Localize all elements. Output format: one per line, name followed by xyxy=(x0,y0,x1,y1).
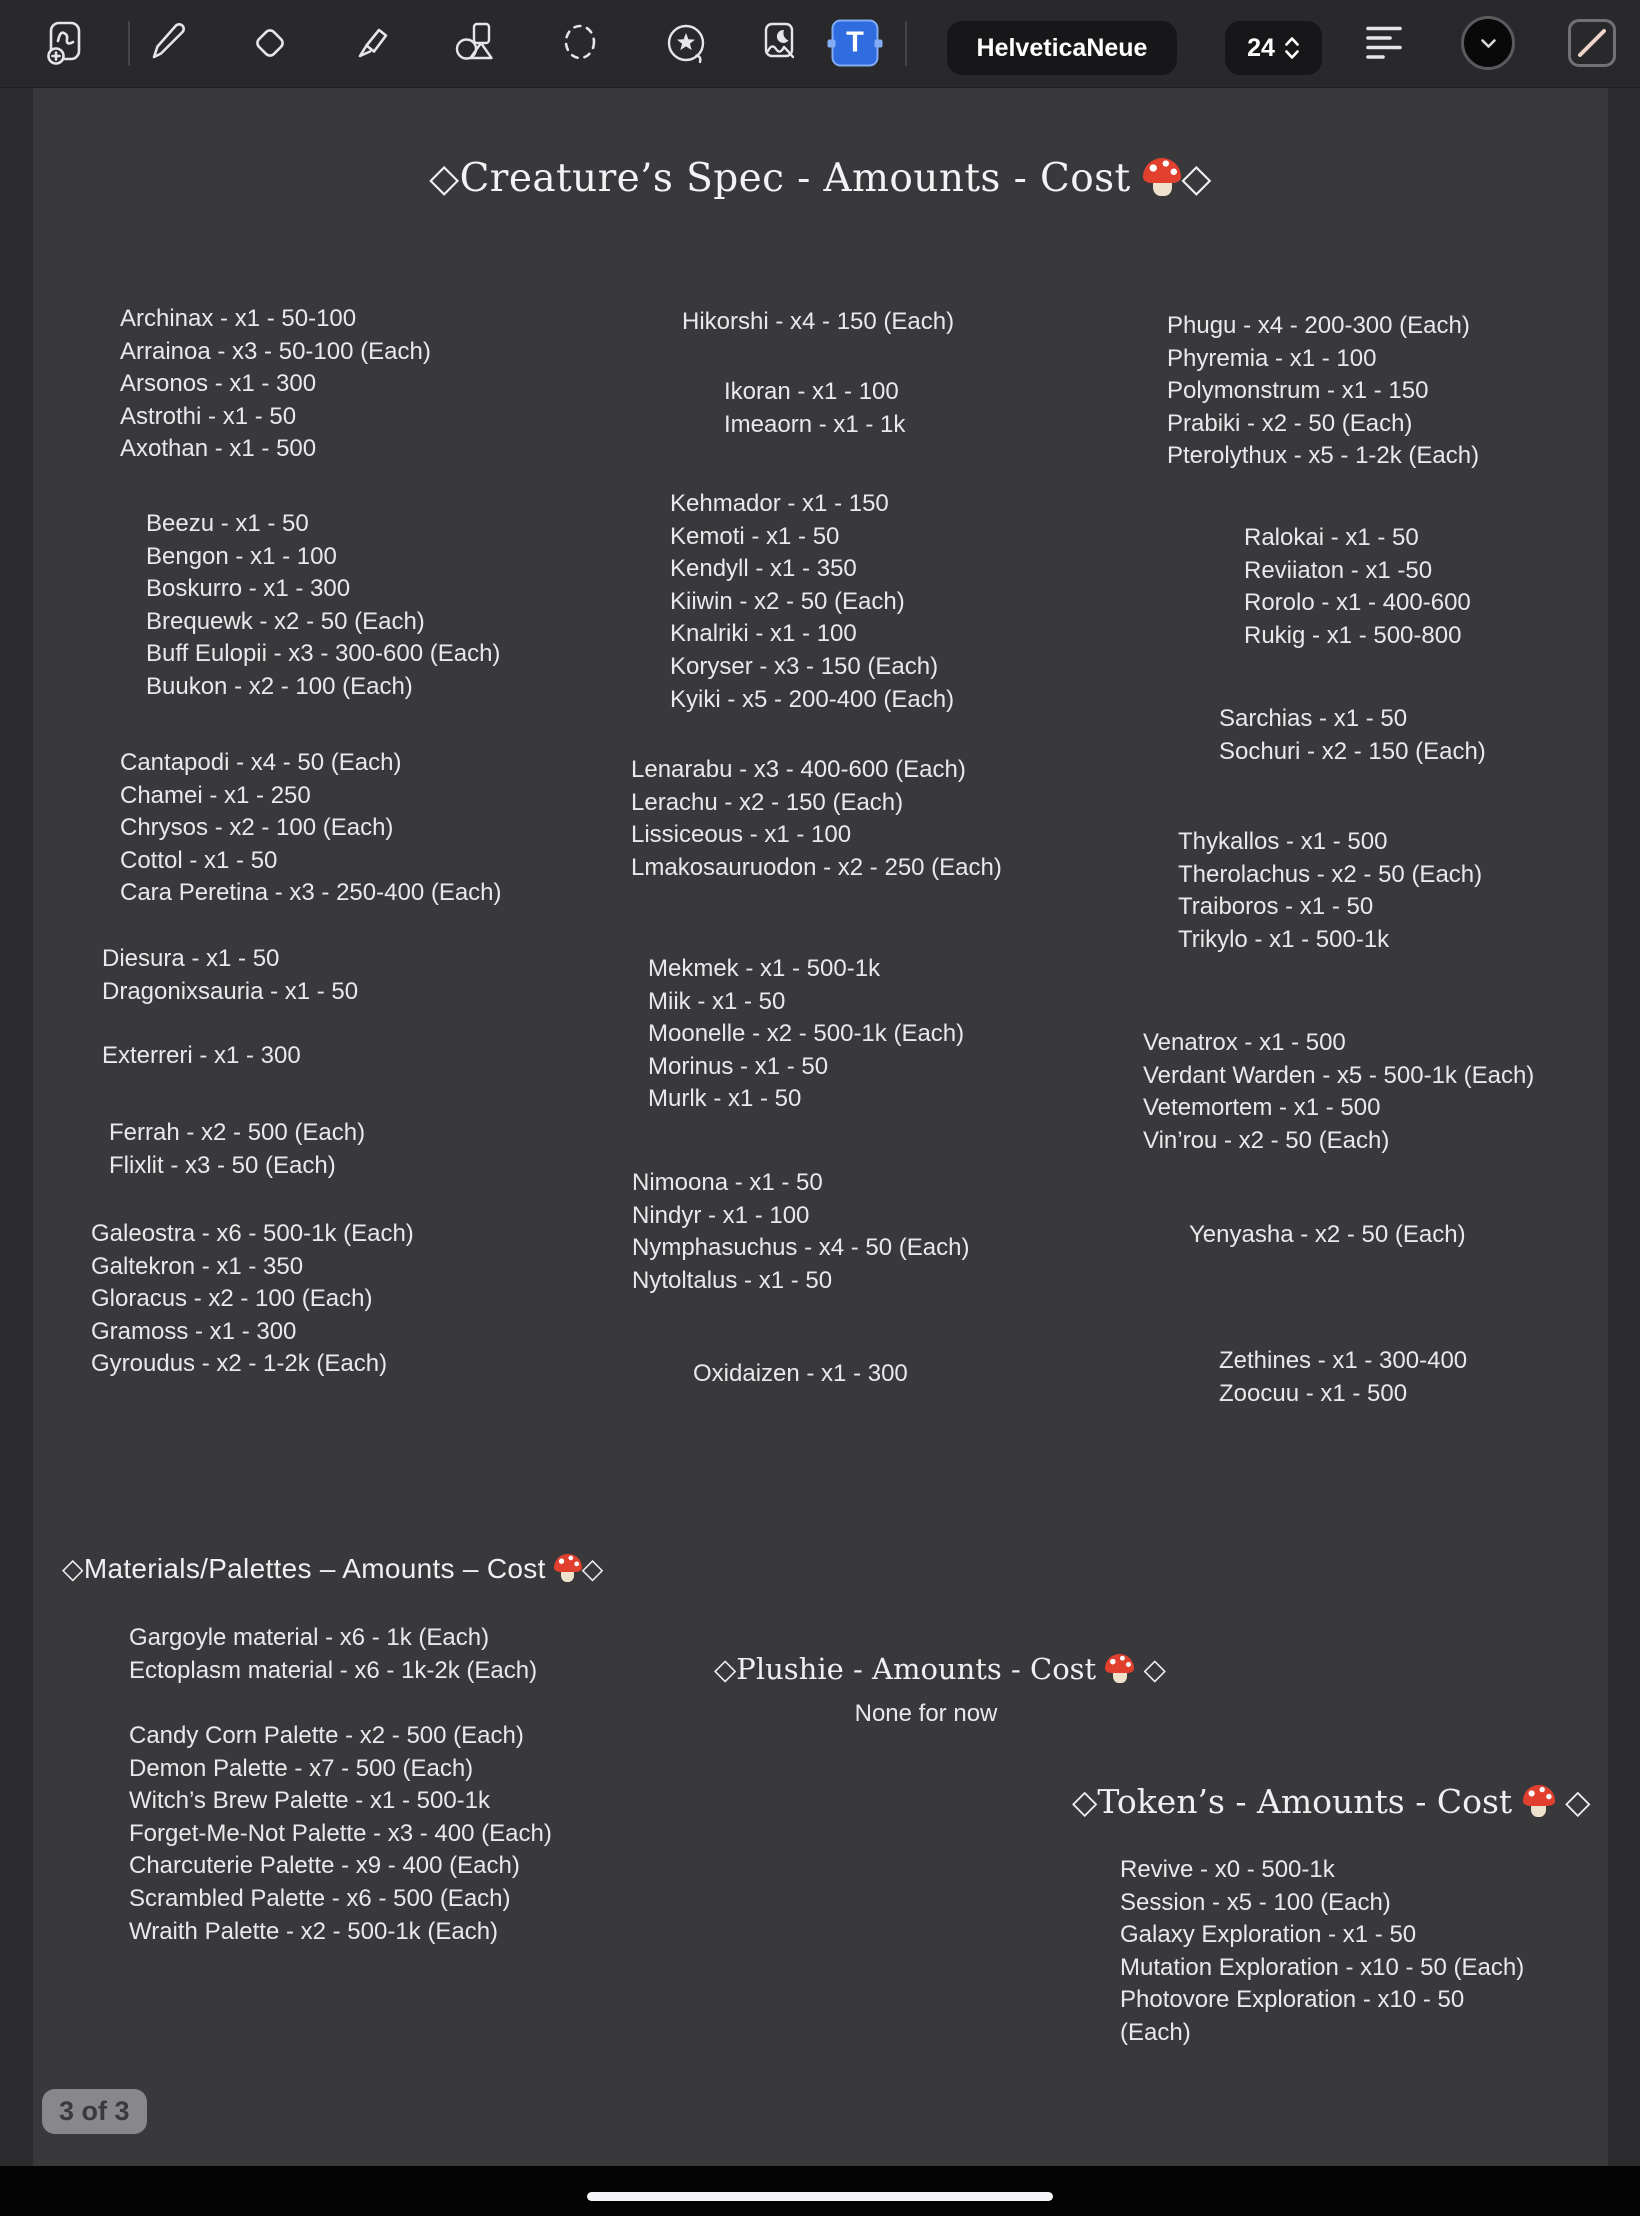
creature-group-s[interactable] xyxy=(1219,703,1486,768)
image-icon[interactable] xyxy=(752,14,810,72)
text-line: Gramoss - x1 - 300 xyxy=(91,1317,297,1345)
text-line: Vetemortem - x1 - 500 xyxy=(1143,1094,1381,1122)
text-line: Miik - x1 - 50 xyxy=(648,987,786,1015)
text-line: Kyiki - x5 - 200-400 (Each) xyxy=(670,685,955,713)
plushie-title[interactable] xyxy=(714,1652,1166,1686)
text-line: Lissiceous - x1 - 100 xyxy=(631,821,852,849)
text-line: Galaxy Exploration - x1 - 50 xyxy=(1120,1921,1417,1949)
text-line: Phyremia - x1 - 100 xyxy=(1167,344,1377,372)
mushroom-emoji xyxy=(1523,1785,1555,1817)
text-line: Revive - x0 - 500-1k xyxy=(1120,1856,1335,1883)
text-line: Murlk - x1 - 50 xyxy=(648,1085,802,1113)
text-line: Kehmador - x1 - 150 xyxy=(670,490,889,517)
sticker-star-icon[interactable] xyxy=(657,14,715,72)
text-line: Koryser - x3 - 150 (Each) xyxy=(670,652,939,680)
text-line: Galtekron - x1 - 350 xyxy=(91,1252,304,1280)
text-line: Arsonos - x1 - 300 xyxy=(120,370,317,398)
page-title[interactable] xyxy=(33,156,1608,201)
plushie-title-suffix: ◇ xyxy=(1134,1652,1166,1686)
tokens-group[interactable] xyxy=(1120,1854,1524,2050)
text-line: Charcuterie Palette - x9 - 400 (Each) xyxy=(129,1852,520,1880)
text-line: Venatrox - x1 - 500 xyxy=(1143,1029,1346,1056)
text-line: Trikylo - x1 - 500-1k xyxy=(1178,925,1390,953)
text-line: Vin’rou - x2 - 50 (Each) xyxy=(1143,1126,1390,1154)
text-line: Brequewk - x2 - 50 (Each) xyxy=(146,607,425,635)
text-line: Morinus - x1 - 50 xyxy=(648,1052,829,1080)
text-line: Photovore Exploration - x10 - 50 xyxy=(1120,1986,1465,2014)
text-line: Diesura - x1 - 50 xyxy=(102,945,280,972)
creature-group-v[interactable] xyxy=(1143,1027,1534,1157)
materials-group[interactable] xyxy=(129,1622,537,1687)
text-line: Cara Peretina - x3 - 250-400 (Each) xyxy=(120,879,502,907)
text-line: Candy Corn Palette - x2 - 500 (Each) xyxy=(129,1722,524,1749)
mushroom-emoji xyxy=(1143,158,1181,196)
text-line: Mekmek - x1 - 500-1k xyxy=(648,955,881,982)
text-line: Demon Palette - x7 - 500 (Each) xyxy=(129,1754,474,1782)
creature-group-f[interactable] xyxy=(109,1117,365,1182)
text-line: Archinax - x1 - 50-100 xyxy=(120,305,357,332)
text-line: Boskurro - x1 - 300 xyxy=(146,575,351,603)
tokens-title-text: ◇Token’s - Amounts - Cost xyxy=(1072,1782,1523,1821)
text-line: Astrothi - x1 - 50 xyxy=(120,402,297,430)
text-line: Ikoran - x1 - 100 xyxy=(724,378,899,405)
text-line: Phugu - x4 - 200-300 (Each) xyxy=(1167,312,1470,339)
text-line: Session - x5 - 100 (Each) xyxy=(1120,1888,1391,1916)
text-line: Bengon - x1 - 100 xyxy=(146,542,337,570)
home-indicator[interactable] xyxy=(587,2192,1053,2201)
text-line: Arrainoa - x3 - 50-100 (Each) xyxy=(120,337,431,365)
text-color-icon[interactable] xyxy=(1459,14,1517,72)
text-line: Sochuri - x2 - 150 (Each) xyxy=(1219,737,1486,765)
text-line: Lmakosauruodon - x2 - 250 (Each) xyxy=(631,853,1002,881)
toolbar xyxy=(0,0,1640,88)
page-indicator[interactable]: 3 of 3 xyxy=(42,2089,147,2134)
creature-group-l[interactable] xyxy=(631,754,1002,884)
text-line: Flixlit - x3 - 50 (Each) xyxy=(109,1151,336,1179)
font-size-stepper[interactable] xyxy=(1225,21,1322,75)
lasso-icon[interactable] xyxy=(551,14,609,72)
creature-group-y[interactable] xyxy=(1189,1219,1466,1252)
text-line: Hikorshi - x4 - 150 (Each) xyxy=(682,308,955,335)
toolbar-divider xyxy=(905,21,907,66)
text-line: Verdant Warden - x5 - 500-1k (Each) xyxy=(1143,1061,1535,1089)
bottom-bar xyxy=(0,2166,1640,2216)
text-line: Beezu - x1 - 50 xyxy=(146,510,309,537)
creature-group-m[interactable] xyxy=(648,953,964,1116)
text-line: Knalriki - x1 - 100 xyxy=(670,620,857,648)
text-line: Buukon - x2 - 100 (Each) xyxy=(146,672,413,700)
creature-group-c[interactable] xyxy=(120,747,502,910)
pen-icon[interactable] xyxy=(137,14,195,72)
creature-group-d[interactable] xyxy=(102,943,358,1008)
text-line: Dragonixsauria - x1 - 50 xyxy=(102,977,359,1005)
text-line: Kiiwin - x2 - 50 (Each) xyxy=(670,587,905,615)
text-line: Scrambled Palette - x6 - 500 (Each) xyxy=(129,1884,511,1912)
align-icon[interactable] xyxy=(1355,14,1413,72)
text-line: Prabiki - x2 - 50 (Each) xyxy=(1167,409,1413,437)
text-line: Thykallos - x1 - 500 xyxy=(1178,828,1388,855)
text-line: Galeostra - x6 - 500-1k (Each) xyxy=(91,1220,414,1247)
stroke-style-icon[interactable] xyxy=(1563,14,1621,72)
materials-title[interactable] xyxy=(62,1552,604,1585)
text-line: Zoocuu - x1 - 500 xyxy=(1219,1379,1408,1407)
eraser-icon[interactable] xyxy=(241,14,299,72)
text-line: Ralokai - x1 - 50 xyxy=(1244,524,1419,551)
text-line: Pterolythux - x5 - 1-2k (Each) xyxy=(1167,442,1480,470)
text-line: Ectoplasm material - x6 - 1k-2k (Each) xyxy=(129,1656,538,1684)
text-line: Lerachu - x2 - 150 (Each) xyxy=(631,788,904,816)
text-line: Cottol - x1 - 50 xyxy=(120,846,278,874)
highlighter-icon[interactable] xyxy=(343,14,401,72)
creature-group-p[interactable] xyxy=(1167,310,1479,473)
text-line: Rorolo - x1 - 400-600 xyxy=(1244,589,1471,617)
text-line: Wraith Palette - x2 - 500-1k (Each) xyxy=(129,1917,499,1945)
text-line: Gyroudus - x2 - 1-2k (Each) xyxy=(91,1350,388,1378)
mushroom-emoji xyxy=(554,1554,582,1582)
text-line: Forget-Me-Not Palette - x3 - 400 (Each) xyxy=(129,1819,552,1847)
text-line: Chamei - x1 - 250 xyxy=(120,781,311,809)
creature-group-z[interactable] xyxy=(1219,1345,1467,1410)
creature-group-e[interactable] xyxy=(102,1040,301,1073)
text-line: Axothan - x1 - 500 xyxy=(120,435,317,463)
text-line: Ferrah - x2 - 500 (Each) xyxy=(109,1119,366,1146)
text-line: Nindyr - x1 - 100 xyxy=(632,1201,810,1229)
text-line: Gargoyle material - x6 - 1k (Each) xyxy=(129,1624,490,1651)
text-line: Imeaorn - x1 - 1k xyxy=(724,410,906,438)
tokens-title-suffix: ◇ xyxy=(1554,1782,1591,1821)
mushroom-emoji xyxy=(1105,1654,1134,1683)
creature-group-n[interactable] xyxy=(632,1167,969,1297)
text-line: Kendyll - x1 - 350 xyxy=(670,555,857,583)
font-size-value: 24 xyxy=(1247,33,1275,62)
shapes-icon[interactable] xyxy=(447,14,505,72)
text-line: Zethines - x1 - 300-400 xyxy=(1219,1347,1468,1374)
font-name-label: HelveticaNeue xyxy=(976,33,1148,62)
text-line: Oxidaizen - x1 - 300 xyxy=(693,1360,908,1387)
text-line: Kemoti - x1 - 50 xyxy=(670,522,840,550)
materials-title-text: ◇Materials/Palettes – Amounts – Cost xyxy=(62,1553,554,1584)
toolbar-divider xyxy=(128,21,130,66)
text-line: Chrysos - x2 - 100 (Each) xyxy=(120,814,394,842)
creature-group-k[interactable] xyxy=(670,488,954,716)
text-line: Lenarabu - x3 - 400-600 (Each) xyxy=(631,756,966,783)
add-note-icon[interactable] xyxy=(36,14,94,72)
plushie-title-text: ◇Plushie - Amounts - Cost xyxy=(714,1652,1106,1686)
creature-group-r[interactable] xyxy=(1244,522,1471,652)
text-tool-icon[interactable]: T xyxy=(832,20,879,67)
creature-group-t[interactable] xyxy=(1178,826,1482,956)
text-line: Traiboros - x1 - 50 xyxy=(1178,893,1374,921)
text-line: Polymonstrum - x1 - 150 xyxy=(1167,377,1429,405)
creature-group-i[interactable] xyxy=(724,376,905,441)
diagonal-stroke xyxy=(1571,22,1613,64)
text-line: (Each) xyxy=(1120,2018,1191,2046)
text-line: Nimoona - x1 - 50 xyxy=(632,1169,823,1196)
font-name-button[interactable] xyxy=(947,21,1177,75)
text-line: Reviiaton - x1 -50 xyxy=(1244,556,1433,584)
title-suffix: ◇ xyxy=(1181,156,1212,201)
chevron-down-icon xyxy=(1480,38,1497,49)
stepper-chevrons-icon xyxy=(1284,35,1300,61)
text-line: Witch’s Brew Palette - x1 - 500-1k xyxy=(129,1787,491,1815)
tokens-title[interactable] xyxy=(1072,1782,1591,1821)
color-swatch-circle xyxy=(1461,16,1515,70)
text-line: Yenyasha - x2 - 50 (Each) xyxy=(1189,1221,1466,1248)
text-line: Exterreri - x1 - 300 xyxy=(102,1042,301,1069)
creature-group-h[interactable] xyxy=(682,306,954,339)
text-line: Therolachus - x2 - 50 (Each) xyxy=(1178,860,1483,888)
text-line: Gloracus - x2 - 100 (Each) xyxy=(91,1285,373,1313)
creature-group-o[interactable] xyxy=(693,1358,908,1391)
text-line: Nymphasuchus - x4 - 50 (Each) xyxy=(632,1234,970,1262)
text-line: Rukig - x1 - 500-800 xyxy=(1244,621,1462,649)
creature-group-a[interactable] xyxy=(120,303,431,466)
text-line: Cantapodi - x4 - 50 (Each) xyxy=(120,749,402,776)
stroke-swatch xyxy=(1568,19,1616,67)
text-line: Nytoltalus - x1 - 50 xyxy=(632,1266,833,1294)
title-text: ◇Creature’s Spec - Amounts - Cost xyxy=(429,156,1144,201)
plushie-note[interactable]: None for now xyxy=(854,1700,998,1727)
materials-title-suffix: ◇ xyxy=(581,1553,604,1584)
text-line: Mutation Exploration - x10 - 50 (Each) xyxy=(1120,1953,1525,1981)
creature-group-b[interactable] xyxy=(146,508,500,704)
text-line: Moonelle - x2 - 500-1k (Each) xyxy=(648,1020,965,1048)
creature-group-g[interactable] xyxy=(91,1218,414,1381)
palettes-group[interactable] xyxy=(129,1720,552,1948)
text-line: Buff Eulopii - x3 - 300-600 (Each) xyxy=(146,640,501,668)
text-line: Sarchias - x1 - 50 xyxy=(1219,705,1408,732)
